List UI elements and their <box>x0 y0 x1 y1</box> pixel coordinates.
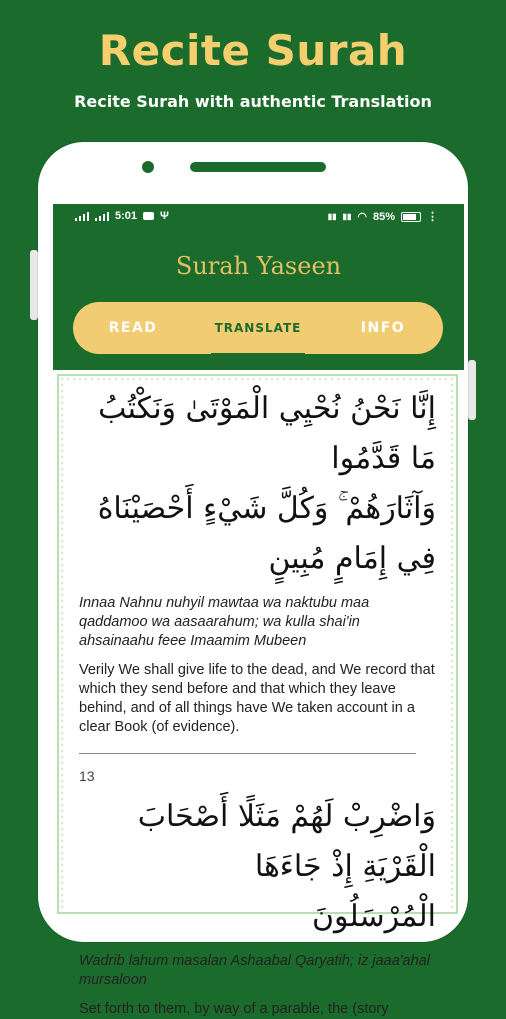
arabic-line: الْمُرْسَلُونَ <box>312 899 436 934</box>
usb-icon: Ψ <box>160 210 169 222</box>
phone-screen <box>53 204 464 1017</box>
volte-icon: ▮▮ <box>327 212 337 221</box>
status-bar <box>53 204 464 230</box>
battery-icon <box>401 212 421 222</box>
verse-translation: Set forth to them, by way of a parable, the (story <box>79 1001 389 1017</box>
more-icon: ⋮ <box>427 211 438 223</box>
verse-arabic <box>79 384 436 584</box>
tab-bar <box>73 302 443 354</box>
verse-item <box>79 384 436 737</box>
arabic-line: إِنَّا نَحْنُ نُحْيِي الْمَوْتَىٰ وَنَكْتُبُ مَا قَدَّمُوا <box>98 391 436 476</box>
verse-translation: Verily We shall give life to the dead, and We record that which they send before and that which they leave behind, and of all things have We taken account in a clear Book (of evidence). <box>79 662 435 735</box>
verse-transliteration: Innaa Nahnu nuhyil mawtaa wa naktubu maa qaddamoo wa aasaarahum; wa kulla shai'in ahsainaahu feee Imaamim Mubeen <box>79 595 370 649</box>
volte-icon: ▮▮ <box>342 212 352 221</box>
promo-headline: Recite Surah <box>98 26 408 75</box>
arabic-line: وَاضْرِبْ لَهُمْ مَثَلًا أَصْحَابَ الْقَرْيَةِ إِذْ جَاءَهَا <box>137 799 436 884</box>
promo-subheadline: Recite Surah with authentic Translation <box>74 92 432 111</box>
verse-item <box>79 768 436 1019</box>
tab-read[interactable]: READ <box>108 320 158 336</box>
verse-number: 13 <box>79 768 95 784</box>
verse-list[interactable] <box>57 374 458 1017</box>
app-bar <box>53 230 464 370</box>
signal-icon <box>75 212 89 221</box>
signal-icon <box>95 212 109 221</box>
youtube-icon <box>143 212 154 220</box>
battery-percent: 85% <box>372 210 395 223</box>
verse-divider <box>79 753 416 754</box>
page-title: Surah Yaseen <box>175 252 342 280</box>
verse-transliteration: Wadrib lahum masalan Ashaabal Qaryatih; iz jaaa'ahal mursaloon <box>79 953 430 988</box>
phone-side-button <box>468 360 476 420</box>
arabic-line: وَآثَارَهُمْ ۚ وَكُلَّ شَيْءٍ أَحْصَيْنَاهُ فِي إِمَامٍ مُبِينٍ <box>97 491 436 576</box>
verse-arabic <box>79 792 436 942</box>
wifi-icon: ◠ <box>357 211 367 223</box>
phone-speaker <box>190 162 326 172</box>
phone-camera <box>142 161 154 173</box>
tab-info[interactable]: INFO <box>360 320 406 336</box>
phone-side-button <box>30 250 38 320</box>
tab-translate[interactable]: TRANSLATE <box>193 302 323 354</box>
status-time: 5:01 <box>115 210 138 222</box>
